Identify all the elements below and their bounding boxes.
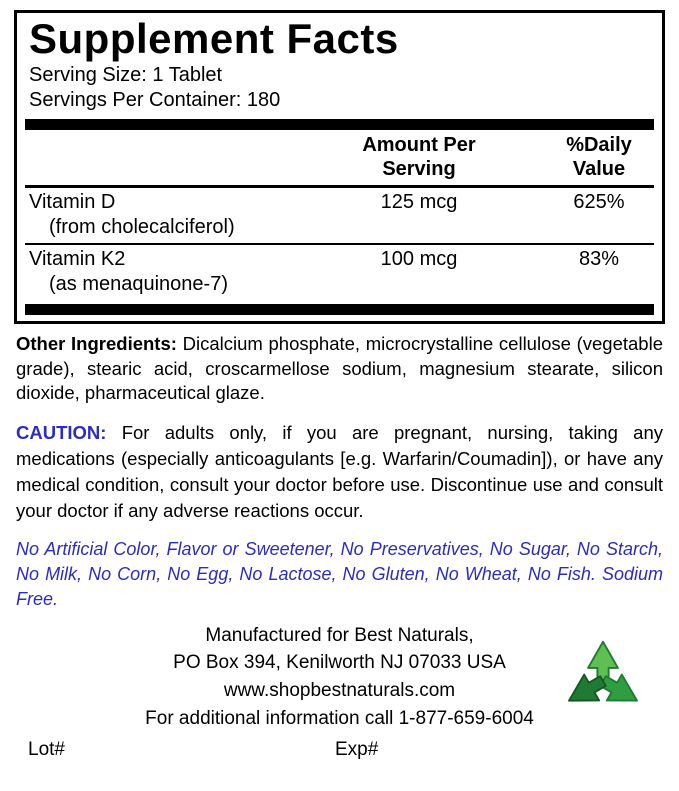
other-ingredients xyxy=(16,332,663,406)
nutrient-daily-value: 83% xyxy=(578,248,620,271)
manufacturer-phone: For additional information call 1-877-659-6004 xyxy=(145,707,534,729)
nutrient-source: (from cholecalciferol) xyxy=(49,216,235,239)
nutrient-source: (as menaquinone-7) xyxy=(49,273,228,296)
nutrient-daily-value: 625% xyxy=(573,191,625,214)
table-row xyxy=(25,245,654,300)
header-amount-line2: Serving xyxy=(382,158,456,181)
lot-exp-row xyxy=(10,736,669,764)
nutrient-amount: 100 mcg xyxy=(380,248,458,271)
caution-statement xyxy=(16,420,663,524)
nutrient-name: Vitamin K2 xyxy=(29,248,126,271)
manufacturer-footer xyxy=(10,622,669,764)
manufacturer-address: PO Box 394, Kenilworth NJ 07033 USA xyxy=(173,652,506,674)
header-amount-line1: Amount Per xyxy=(362,134,476,157)
serving-size: Serving Size: 1 Tablet xyxy=(29,64,223,87)
panel-title: Supplement Facts xyxy=(29,15,399,62)
servings-per-container: Servings Per Container: 180 xyxy=(29,89,281,112)
table-row xyxy=(25,188,654,243)
manufacturer-website[interactable]: www.shopbestnaturals.com xyxy=(223,680,456,702)
caution-text: For adults only, if you are pregnant, nursing, taking any medications (especially anticoagulants [e.g. Warfarin/Coumadin]), or have any medical condition, consult your doctor before use. Discontinue use and consult your doctor if any adverse reactions occur. xyxy=(16,421,663,521)
header-dv-line1: %Daily xyxy=(566,134,632,157)
other-ingredients-text: Dicalcium phosphate, microcrystalline cellulose (vegetable grade), stearic acid, croscarmellose sodium, magnesium stearate, silicon dioxide, pharmaceutical glaze. xyxy=(16,333,663,404)
panel-column-headers xyxy=(25,130,654,185)
lot-number-label: Lot# xyxy=(28,739,65,761)
free-from-claims: No Artificial Color, Flavor or Sweetener, No Preservatives, No Sugar, No Starch, No Milk, No Corn, No Egg, No Lactose, No Gluten, No Wheat, No Fish. Sodium Free. xyxy=(16,539,663,610)
supplement-facts-panel xyxy=(14,10,665,324)
recycle-icon xyxy=(555,638,651,724)
nutrient-amount: 125 mcg xyxy=(380,191,458,214)
manufacturer-name: Manufactured for Best Naturals, xyxy=(205,624,474,646)
header-daily-value xyxy=(544,133,654,181)
header-amount-per-serving xyxy=(294,133,544,181)
panel-rule-thick-bottom xyxy=(25,304,654,315)
nutrient-name: Vitamin D xyxy=(29,191,116,214)
header-dv-line2: Value xyxy=(572,158,626,181)
other-ingredients-label: Other Ingredients: xyxy=(16,333,177,355)
panel-rule-thick-top xyxy=(25,119,654,130)
caution-label: CAUTION: xyxy=(16,421,107,443)
expiration-label: Exp# xyxy=(334,739,379,761)
